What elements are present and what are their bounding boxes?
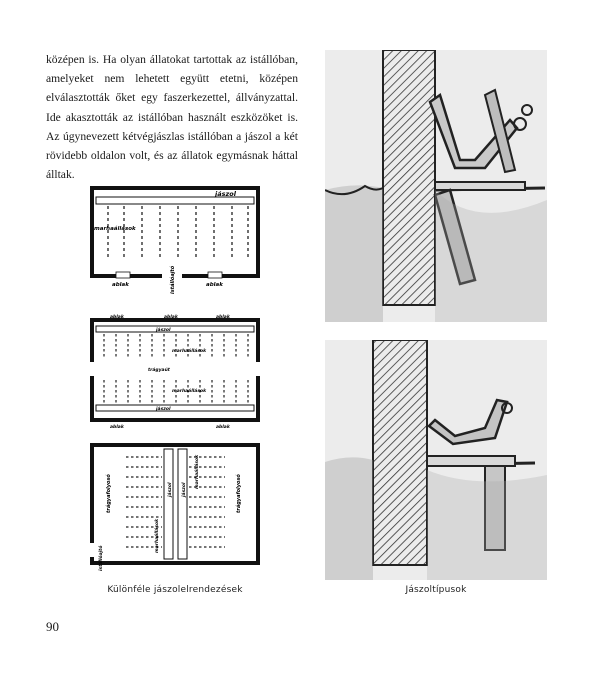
- label-ablak-bottom-1: ablak: [110, 425, 124, 430]
- page-number: 90: [46, 619, 59, 634]
- label-ablak-top-3: ablak: [216, 315, 230, 320]
- label-jaszol: jászol: [215, 190, 236, 198]
- label-istalloajto: istállóajtó: [170, 265, 176, 294]
- floor-plan-1: [90, 186, 260, 296]
- label-istalloajto: istállóajtó: [99, 545, 104, 571]
- label-ablak-left: ablak: [112, 282, 129, 288]
- label-ablak-right: ablak: [206, 282, 223, 288]
- floor-plan-3: [90, 443, 260, 578]
- label-jaszol-1: jászol: [168, 482, 173, 497]
- label-jaszol-2: jászol: [182, 482, 187, 497]
- manger-drawing-top: [325, 50, 547, 322]
- label-tragyafolyoso-left: trágyafolyosó: [106, 474, 112, 513]
- floor-plan-2: [90, 312, 260, 430]
- manger-photo-top: [325, 50, 547, 322]
- label-tragyafolyoso-right: trágyafolyosó: [236, 474, 242, 513]
- manger-photo-bottom: [325, 340, 547, 580]
- label-ablak-bottom-2: ablak: [216, 425, 230, 430]
- left-caption: Különféle jászolelrendezések: [107, 585, 243, 595]
- label-marhaallasok-left: marhaállások: [155, 518, 160, 553]
- label-ablak-top-2: ablak: [164, 315, 178, 320]
- right-caption: Jászoltípusok: [405, 585, 467, 595]
- label-ablak-top-1: ablak: [110, 315, 124, 320]
- label-marhaallasok-top: marhaállások: [172, 349, 207, 354]
- label-marhaallasok: marhaállások: [94, 226, 136, 232]
- body-paragraph: középen is. Ha olyan állatokat tartottak az istállóban, amelyeket nem lehetett együtt etetni, középen elválasztották őket egy faszerkezettel, állványzattal. Ide akasztották az istállóban használt eszközöket is. Az úgynevezett kétvégjászlas istállóban a jászol a két rövidebb oldalon volt, és az állatok egymásnak háttal álltak.: [46, 53, 298, 182]
- label-jaszol-bottom: jászol: [156, 407, 171, 412]
- label-marhaallasok-right: marhaállások: [195, 454, 200, 489]
- manger-drawing-bottom: [325, 340, 547, 580]
- label-jaszol-top: jászol: [156, 328, 171, 333]
- label-tragyaut: trágyaút: [148, 368, 170, 373]
- label-marhaallasok-bottom: marhaállások: [172, 389, 207, 394]
